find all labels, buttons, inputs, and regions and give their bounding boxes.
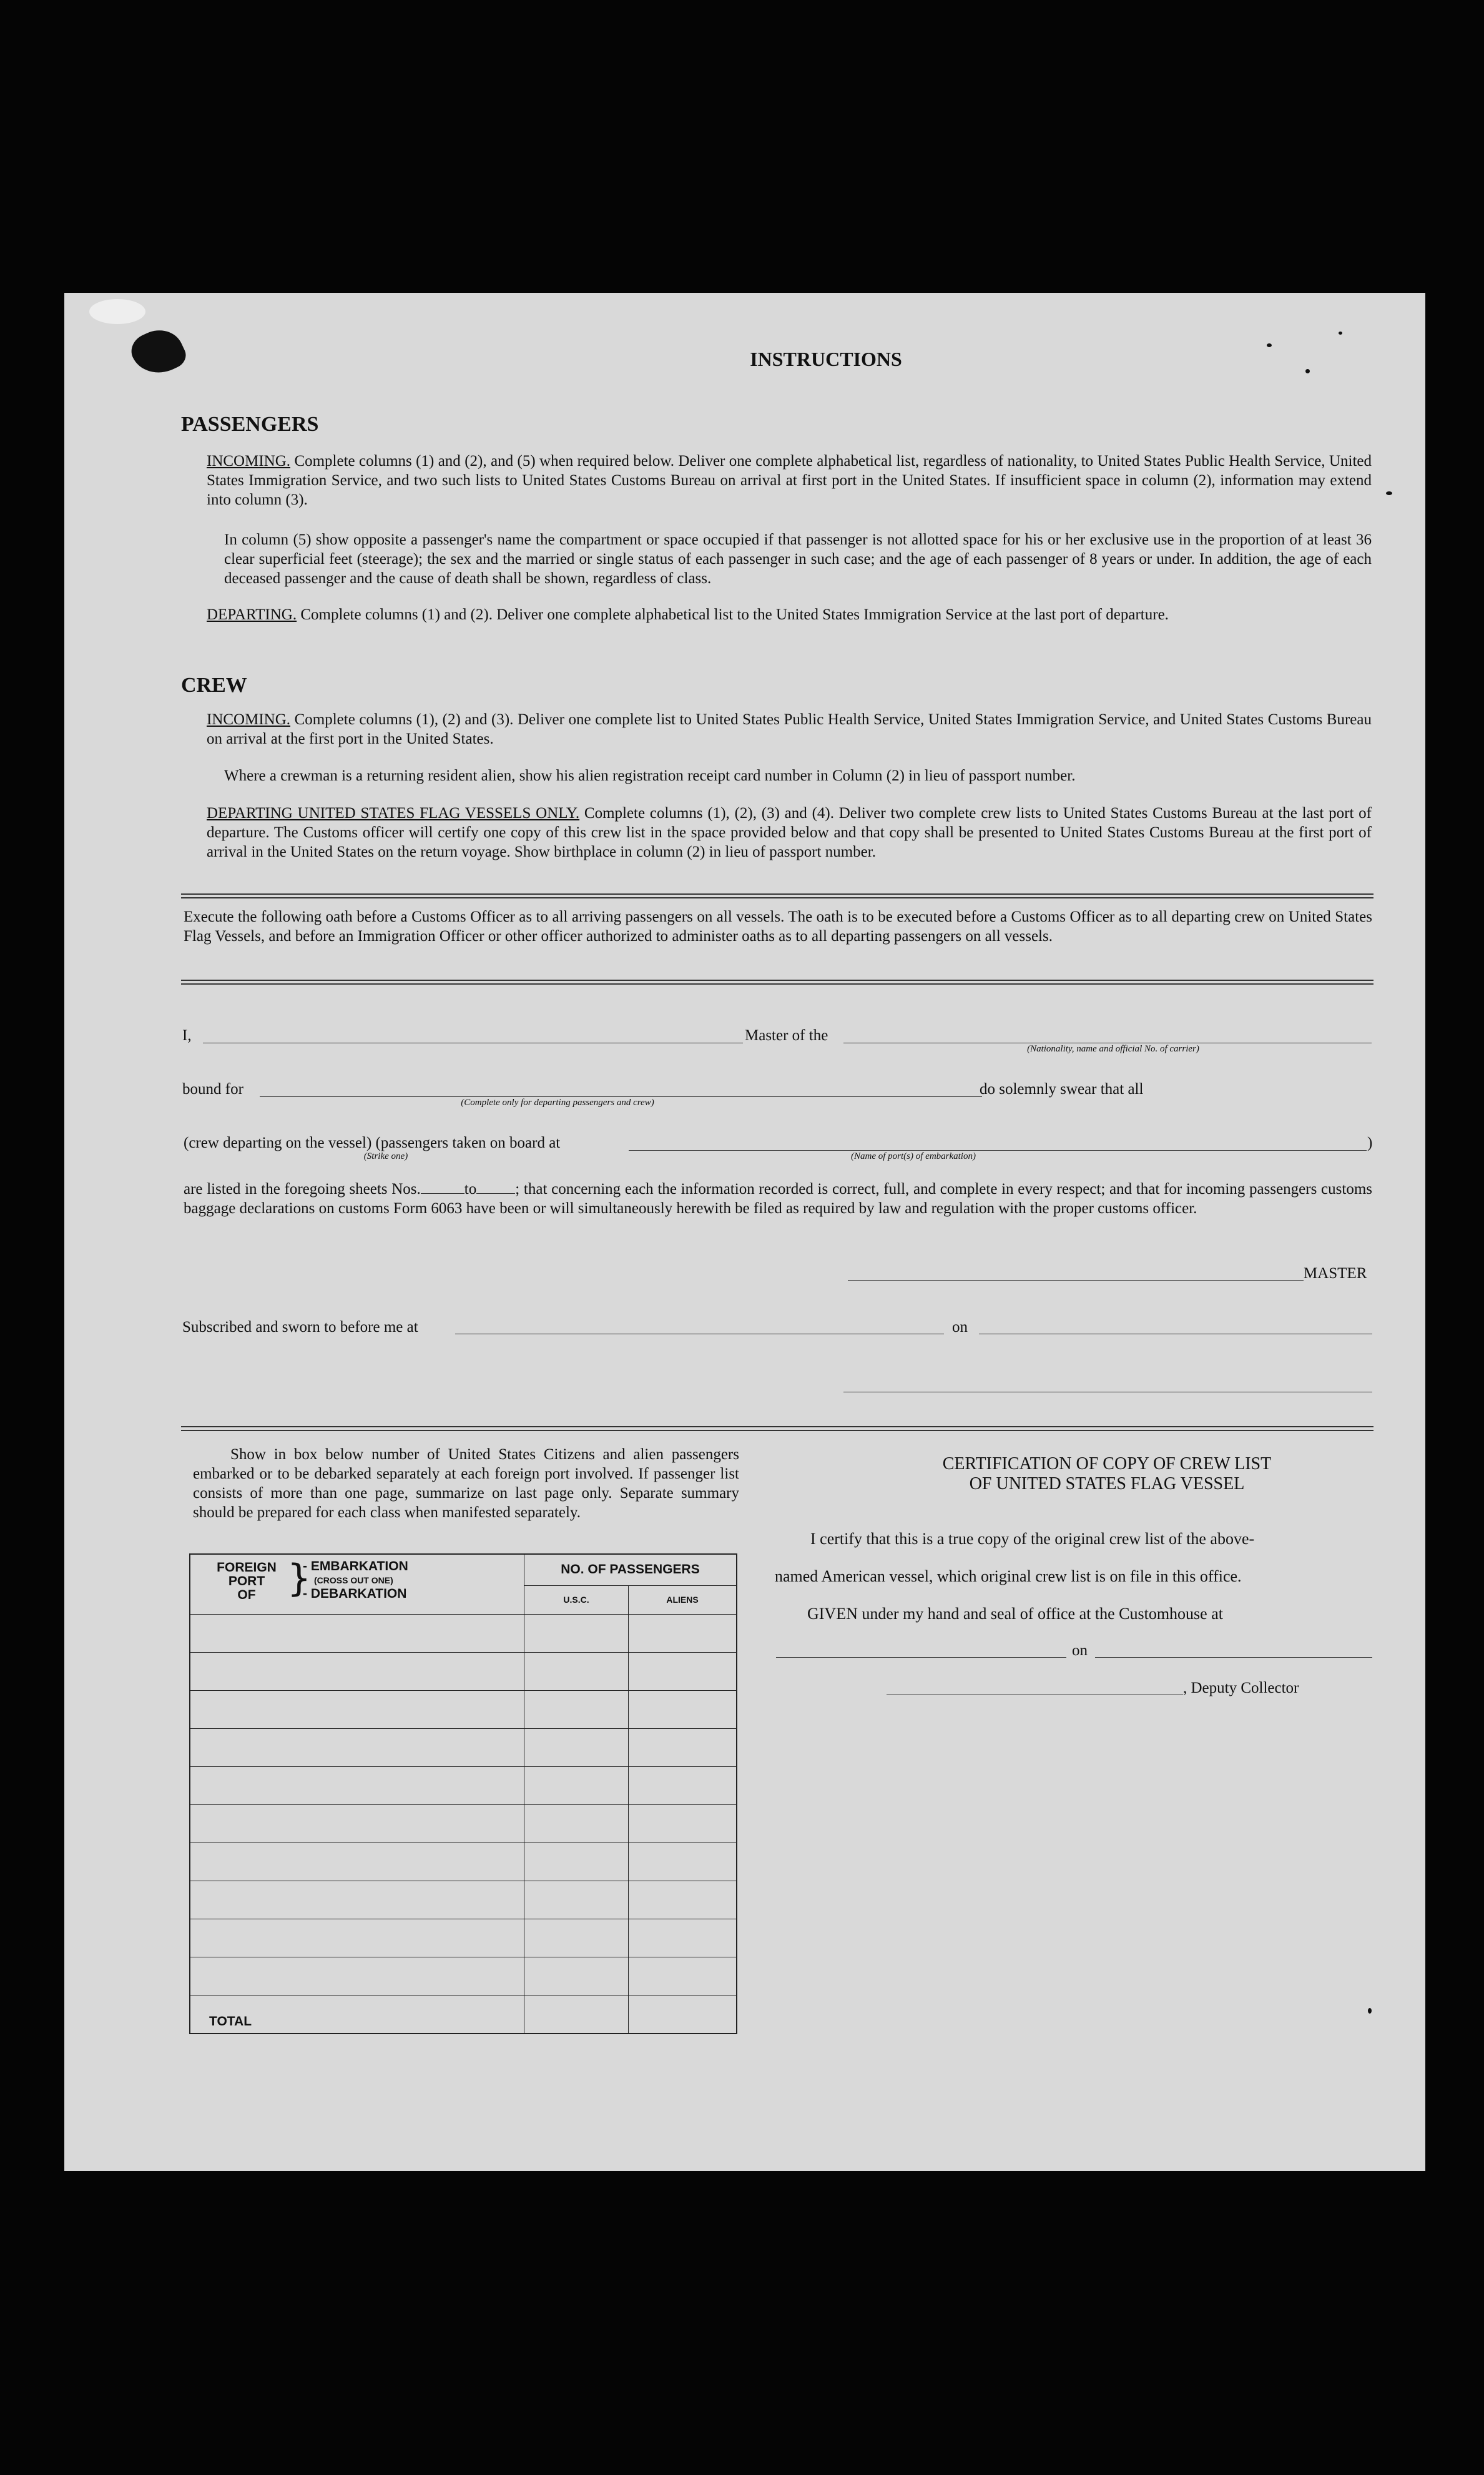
divider-3 [181,1426,1373,1431]
oath-to-word: to [464,1181,477,1198]
crew-incoming-text: Complete columns (1), (2) and (3). Deliver one complete list to United States Public Health Service, United States Immigration Service, and United States Customs Bureau on arrival at the first port in the United States. [207,711,1372,747]
speck-mark [1267,343,1272,347]
total-usc-cell[interactable] [524,1995,629,2034]
divider-1 [181,893,1373,898]
total-label: TOTAL [190,1995,524,2034]
table-row [190,1614,737,1652]
table-total-row [190,1995,737,2034]
passengers-departing-text: Complete columns (1) and (2). Deliver one complete alphabetical list to the United States Immigration Service at the last port of departure. [300,606,1169,623]
cross-out-label: (CROSS OUT ONE) [314,1575,393,1585]
crew-departing [207,804,1372,862]
passengers-heading: PASSENGERS [181,413,319,436]
oath-i-label: I, [182,1027,192,1044]
passengers-incoming-label: INCOMING. [207,453,291,470]
passengers-incoming [207,451,1372,509]
passengers-departing [207,605,1372,624]
oath-listed [184,1179,1372,1218]
subscribed-label: Subscribed and sworn to before me at [182,1319,418,1336]
oath-strike-caption: (Strike one) [363,1151,408,1161]
certification-title [832,1454,1382,1494]
deputy-collector-label: , Deputy Collector [1183,1680,1299,1696]
crew-departing-text: Complete columns (1), (2), (3) and (4). Deliver two complete crew lists to United States Customs Bureau at the last port of departure. The Customs officer will certify one copy of this crew list in the space provided below and that copy shall be presented to United States Customs Bureau at the first port of arrival in the United States on the return voyage. Show birthplace in column (2) in lieu of passport number. [207,805,1372,860]
torn-corner-mark [126,322,190,382]
table-row [190,1652,737,1690]
foreign-label: FOREIGN [217,1560,277,1575]
oath-from-sheet-line[interactable] [421,1181,464,1194]
table-row [190,1843,737,1881]
speck-mark [1305,369,1310,373]
debarkation-label: - DEBARKATION [303,1587,407,1601]
table-row [190,1881,737,1919]
certification-date-line[interactable] [1095,1657,1372,1658]
no-passengers-header: NO. OF PASSENGERS [524,1554,737,1585]
oath-crew-passengers: (crew departing on the vessel) (passengers taken on board at [184,1134,561,1151]
of-label: OF [237,1588,256,1602]
crew-departing-label: DEPARTING UNITED STATES FLAG VESSELS ONLY. [207,805,580,822]
passengers-column5: In column (5) show opposite a passenger's name the compartment or space occupied if that passenger is not allotted space for his or her exclusive use in the proportion of at least 36 clear superficial feet (steerage); the sex and the married or single status of each passenger in such case; and the age of each passenger of 8 years or under. In addition, the age of each deceased passenger and the cause of death shall be shown, regardless of class. [224,531,1372,587]
crew-resident: Where a crewman is a returning resident alien, show his alien registration receipt card number in Column (2) in lieu of passport number. [224,767,1076,784]
torn-corner-smudge [89,299,145,324]
passengers-incoming-text: Complete columns (1) and (2), and (5) when required below. Deliver one complete alphabetical list, regardless of nationality, to United States Public Health Service, United States Immigration Service, and two such lists to United States Customs Bureau on arrival at first port in the United States. If insufficient space in column (2), information may extend into column (3). [207,453,1372,508]
passengers-departing-label: DEPARTING. [207,606,297,623]
oath-master-of: Master of the [745,1027,828,1044]
speck-mark [1339,332,1342,335]
oath-port-caption: (Name of port(s) of embarkation) [851,1151,976,1161]
table-row [190,1919,737,1957]
aliens-header: ALIENS [629,1585,737,1614]
oath-close-paren: ) [1367,1134,1373,1151]
table-row [190,1766,737,1804]
crew-heading: CREW [181,674,247,697]
oath-bound-for: bound for [182,1081,243,1098]
certification-title-line2: OF UNITED STATES FLAG VESSEL [969,1474,1245,1493]
total-aliens-cell[interactable] [629,1995,737,2034]
table-header-row [190,1554,737,1585]
oath-listed-text: ; that concerning each the information recorded is correct, full, and complete in every respect; and that for incoming passengers customs baggage declarations on customs Form 6063 have been or will simultaneously herewith be filed as required by law and regulation with the proper customs officer. [184,1181,1372,1217]
certification-on: on [1072,1642,1088,1659]
summary-instructions: Show in box below number of United States Citizens and alien passengers embarked or to be debarked separately at each foreign port involved. If passenger list consists of more than one page, summarize on last page only. Separate summary should be prepared for each class when manifested separately. [193,1446,739,1521]
passenger-summary-table [189,1553,737,2034]
certify-line1: I certify that this is a true copy of the original crew list of the above- [810,1530,1255,1548]
divider-2 [181,980,1373,985]
oath-to-sheet-line[interactable] [476,1181,515,1194]
oath-swear: do solemnly swear that all [980,1081,1144,1098]
oath-nationality-caption: (Nationality, name and official No. of carrier) [1027,1044,1199,1054]
embarkation-label: - EMBARKATION [303,1559,408,1573]
master-signature-line[interactable] [848,1280,1304,1281]
certify-line2: named American vessel, which original crew list is on file in this office. [775,1567,1242,1585]
given-line: GIVEN under my hand and seal of office at the Customhouse at [807,1605,1223,1623]
oath-bound-line[interactable] [260,1096,982,1097]
form-sheet [64,293,1425,2171]
crew-incoming-label: INCOMING. [207,711,291,728]
speck-mark [1386,491,1392,495]
table-row [190,1728,737,1766]
certification-title-line1: CERTIFICATION OF COPY OF CREW LIST [942,1454,1272,1474]
oath-intro: Execute the following oath before a Customs Officer as to all arriving passengers on all vessels. The oath is to be executed before a Customs Officer as to all departing crew on United States Flag Vessels, and before an Immigration Officer or other officer authorized to administer oaths as to all departing passengers on all vessels. [184,908,1372,945]
table-row [190,1957,737,1995]
oath-bound-caption: (Complete only for departing passengers and crew) [461,1098,654,1108]
port-header-cell [190,1554,524,1614]
oath-port-line[interactable] [629,1150,1367,1151]
table-row [190,1690,737,1728]
speck-mark [1368,2008,1372,2014]
oath-listed-prefix: are listed in the foregoing sheets Nos. [184,1181,421,1198]
customhouse-line[interactable] [776,1657,1066,1658]
master-label: MASTER [1304,1265,1367,1282]
table-row [190,1804,737,1843]
subscribed-on: on [952,1319,968,1336]
usc-header: U.S.C. [524,1585,629,1614]
port-label: PORT [228,1574,265,1588]
page-title: INSTRUCTIONS [750,348,902,370]
brace-icon: } [287,1557,312,1600]
crew-incoming [207,710,1372,749]
